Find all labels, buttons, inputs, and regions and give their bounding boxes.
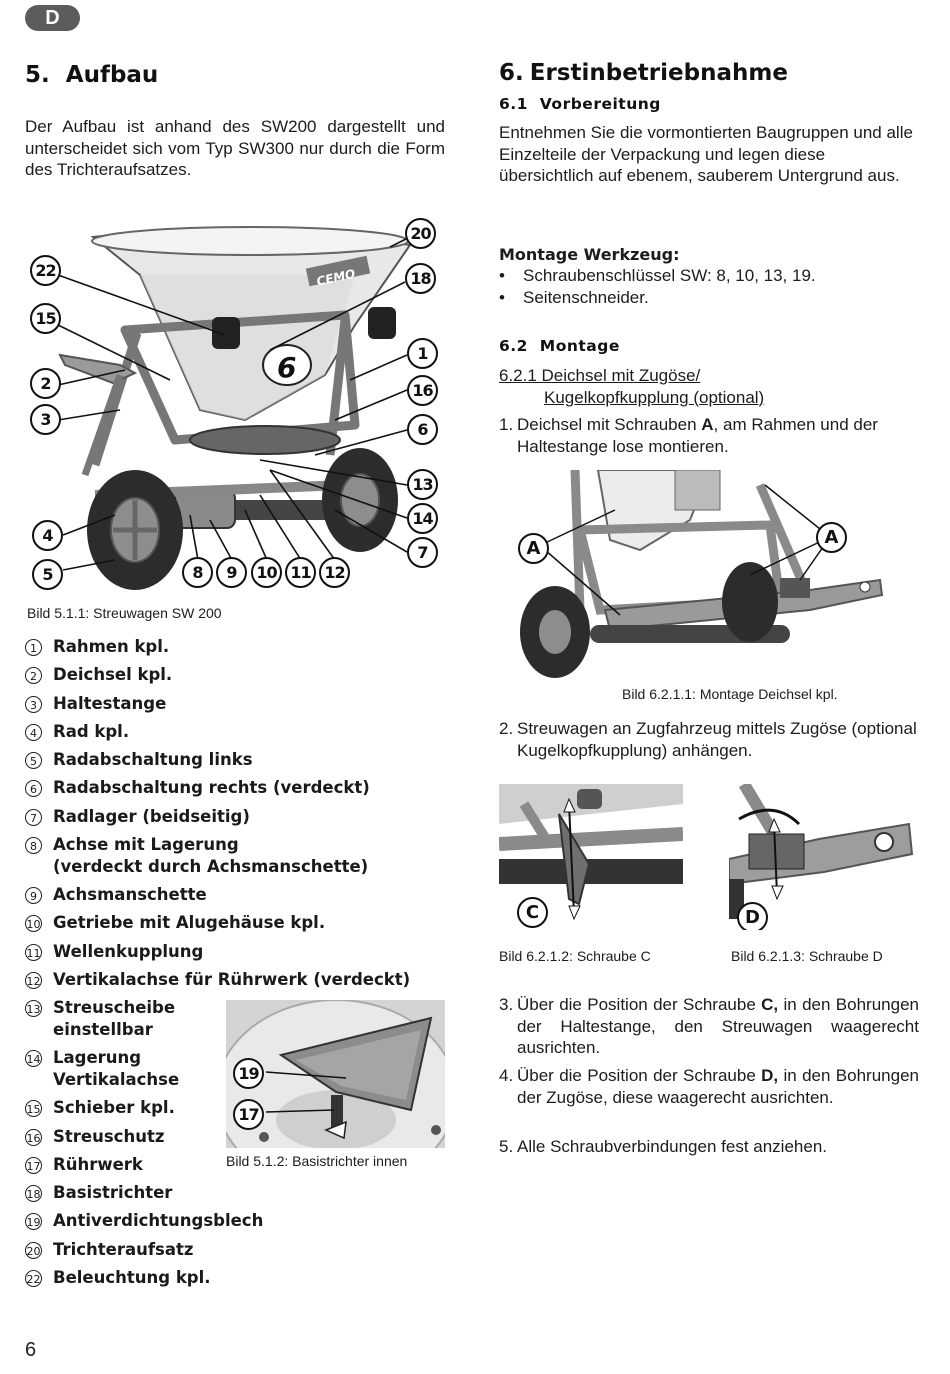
- legend-label: Radabschaltung rechts (verdeckt): [53, 778, 370, 798]
- section-5-title: Aufbau: [65, 62, 159, 88]
- legend-number: 20: [25, 1242, 42, 1259]
- callout-7: 7: [407, 537, 438, 568]
- legend-number: 16: [25, 1129, 42, 1146]
- legend-label: Wellenkupplung: [53, 941, 204, 961]
- callout-2: 2: [30, 368, 61, 399]
- callout-8: 8: [182, 557, 213, 588]
- callout-15: 15: [30, 303, 61, 334]
- subsection-6-1-title: Vorbereitung: [539, 95, 661, 113]
- brand-logo: CEMO: [315, 266, 357, 289]
- legend-item: [25, 1239, 455, 1267]
- callout-a-right: A: [816, 522, 847, 553]
- section-6-heading: [499, 60, 788, 86]
- legend-label: Lagerung Vertikalachse: [53, 1048, 180, 1090]
- legend-label: Schieber kpl.: [53, 1098, 175, 1118]
- callout-a-left: A: [518, 533, 549, 564]
- callout-12: 12: [319, 557, 350, 588]
- language-badge: D: [25, 5, 80, 31]
- figure-6-2-1-3-caption: Bild 6.2.1.3: Schraube D: [731, 948, 883, 964]
- legend-label: Basistrichter: [53, 1183, 173, 1203]
- callout-5: 5: [32, 559, 63, 590]
- section-6-number: 6.: [499, 60, 524, 86]
- section-6-title: Erstinbetriebnahme: [529, 60, 788, 86]
- legend-number: 11: [25, 944, 42, 961]
- legend-number: 2: [25, 667, 42, 684]
- figure-6-2-1-2-caption: Bild 6.2.1.2: Schraube C: [499, 948, 651, 964]
- figure-6-2-1-2: [499, 784, 683, 930]
- legend-item: [25, 749, 455, 777]
- legend-item: [25, 884, 455, 912]
- legend-item: [25, 1267, 455, 1295]
- legend-label: Rührwerk: [53, 1154, 143, 1174]
- legend-label: Achse mit Lagerung (verdeckt durch Achsmanschette): [53, 835, 369, 877]
- subsection-6-2-title: Montage: [539, 337, 620, 355]
- legend-number: 15: [25, 1100, 42, 1117]
- callout-14: 14: [407, 503, 438, 534]
- callout-22: 22: [30, 255, 61, 286]
- subsection-6-1-number: 6.1: [499, 95, 528, 113]
- figure-5-1-1: [25, 215, 450, 600]
- tools-list: [499, 265, 919, 308]
- legend-number: 12: [25, 972, 42, 989]
- callout-20: 20: [405, 218, 436, 249]
- callout-1: 1: [407, 338, 438, 369]
- figure-6-2-1-1: [510, 470, 890, 680]
- legend-label: Rahmen kpl.: [53, 637, 170, 656]
- callout-9: 9: [216, 557, 247, 588]
- figure-5-1-2-caption: Bild 5.1.2: Basistrichter innen: [226, 1153, 408, 1169]
- legend-item: [25, 941, 455, 969]
- subsection-6-2-heading: [499, 337, 620, 355]
- callout-18: 18: [405, 263, 436, 294]
- legend-label: Rad kpl.: [53, 721, 130, 741]
- legend-number: 10: [25, 915, 42, 932]
- callout-11: 11: [285, 557, 316, 588]
- preparation-text: Entnehmen Sie die vormontierten Baugruppen und alle Einzelteile der Verpackung und legen diese übersichtlich auf ebenem, sauberem Untergrund aus.: [499, 123, 913, 185]
- legend-number: 17: [25, 1157, 42, 1174]
- callout-16: 16: [407, 375, 438, 406]
- callout-17: 17: [233, 1099, 264, 1130]
- legend-item: [25, 693, 455, 721]
- legend-number: 6: [25, 780, 42, 797]
- legend-number: 4: [25, 724, 42, 741]
- legend-label: Trichteraufsatz: [53, 1239, 194, 1259]
- subsection-6-2-1-heading: 6.2.1 Deichsel mit Zugöse/ Kugelkopfkupplung (optional): [499, 366, 765, 407]
- step-2: 2. Streuwagen an Zugfahrzeug mittels Zugöse (optional Kugelkopfkupplung) anhängen.: [499, 719, 917, 760]
- legend-label: Beleuchtung kpl.: [53, 1268, 211, 1288]
- callout-13: 13: [407, 469, 438, 500]
- tools-heading: Montage Werkzeug:: [499, 245, 680, 264]
- legend-item: [25, 664, 455, 692]
- step-4: 4. Über die Position der Schraube D, in den Bohrungen der Zugöse, diese waagerecht ausrichten.: [499, 1066, 919, 1107]
- legend-label: Haltestange: [53, 693, 167, 713]
- step-1: 1. Deichsel mit Schrauben A, am Rahmen und der Haltestange lose montieren.: [499, 415, 878, 456]
- legend-label: Radabschaltung links: [53, 750, 253, 770]
- legend-number: 19: [25, 1213, 42, 1230]
- legend-label: Deichsel kpl.: [53, 665, 173, 685]
- tools-list-item: • Schraubenschlüssel SW: 8, 10, 13, 19.: [499, 266, 816, 285]
- legend-label: Radlager (beidseitig): [53, 806, 250, 826]
- legend-label: Vertikalachse für Rührwerk (verdeckt): [53, 969, 411, 989]
- step-3: 3. Über die Position der Schraube C, in den Bohrungen der Haltestange, den Streuwagen waagerecht ausrichten.: [499, 995, 919, 1057]
- legend-item: [25, 721, 455, 749]
- hopper-number: 6: [277, 351, 297, 384]
- figure-6-2-1-3: [729, 784, 913, 930]
- legend-number: 1: [25, 639, 42, 656]
- legend-label: Getriebe mit Alugehäuse kpl.: [53, 913, 326, 933]
- step-5: 5. Alle Schraubverbindungen fest anziehen.: [499, 1137, 827, 1156]
- legend-item: [25, 912, 455, 940]
- callout-c: C: [517, 897, 548, 928]
- figure-5-1-1-caption: Bild 5.1.1: Streuwagen SW 200: [27, 605, 222, 621]
- section-5-heading: [25, 62, 158, 88]
- callout-10: 10: [251, 557, 282, 588]
- section-5-number: 5.: [25, 62, 50, 88]
- legend-number: 5: [25, 752, 42, 769]
- tools-list-item: • Seitenschneider.: [499, 287, 649, 307]
- legend-number: 13: [25, 1000, 42, 1017]
- legend-item: [25, 834, 455, 884]
- figure-5-1-2: [226, 1000, 445, 1148]
- subsection-6-1-heading: [499, 95, 661, 113]
- drawbar-mounting-illustration: [510, 470, 890, 680]
- callout-d: D: [737, 902, 768, 930]
- legend-number: 14: [25, 1050, 42, 1067]
- legend-item: [25, 777, 455, 805]
- legend-label: Antiverdichtungsblech: [53, 1211, 264, 1231]
- callout-3: 3: [30, 404, 61, 435]
- legend-number: 9: [25, 887, 42, 904]
- legend-number: 18: [25, 1185, 42, 1202]
- legend-number: 3: [25, 696, 42, 713]
- legend-item: [25, 1210, 455, 1238]
- legend-number: 8: [25, 837, 42, 854]
- legend-label: Streuschutz: [53, 1126, 165, 1146]
- legend-label: Achsmanschette: [53, 885, 207, 905]
- legend-number: 7: [25, 809, 42, 826]
- callout-19: 19: [233, 1058, 264, 1089]
- page-number: 6: [25, 1339, 37, 1361]
- callout-6: 6: [407, 414, 438, 445]
- spreader-illustration: [25, 215, 450, 600]
- legend-item: [25, 636, 455, 664]
- parts-legend: [25, 636, 455, 1295]
- figure-6-2-1-1-caption: Bild 6.2.1.1: Montage Deichsel kpl.: [622, 686, 838, 702]
- legend-label: Streuscheibe einstellbar: [53, 998, 176, 1040]
- legend-number: 22: [25, 1270, 42, 1287]
- legend-item: [25, 1182, 455, 1210]
- legend-item: [25, 969, 455, 997]
- callout-4: 4: [32, 520, 63, 551]
- subsection-6-2-number: 6.2: [499, 337, 528, 355]
- section-5-intro: Der Aufbau ist anhand des SW200 dargestellt und unterscheidet sich vom Typ SW300 nur durch die Form des Trichteraufsatzes.: [25, 117, 445, 179]
- legend-item: [25, 806, 455, 834]
